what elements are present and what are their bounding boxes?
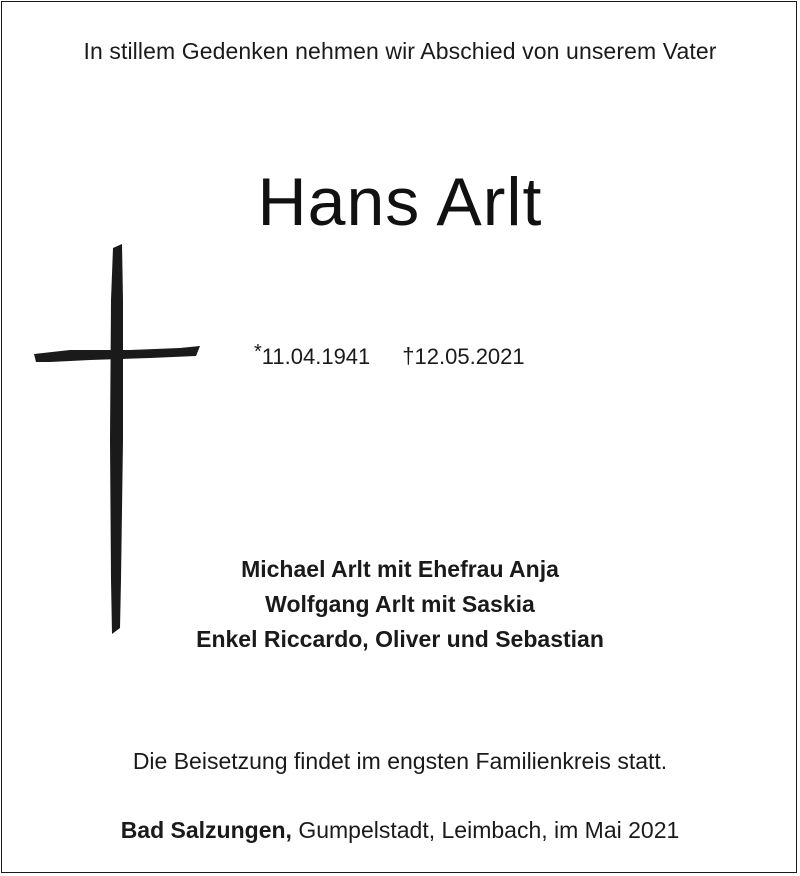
deceased-name: Hans Arlt	[257, 164, 543, 240]
death-symbol: †	[402, 343, 415, 368]
burial-notice: Die Beisetzung findet im engsten Familienkreis statt.	[132, 748, 668, 774]
mourner-line: Michael Arlt mit Ehefrau Anja	[241, 556, 559, 582]
main-town: Bad Salzungen,	[120, 817, 292, 843]
place-and-date	[0, 817, 800, 844]
death-date: 12.05.2021	[414, 344, 525, 369]
life-dates	[254, 341, 525, 370]
mourners-list	[0, 552, 800, 657]
other-towns: Gumpelstadt, Leimbach, im Mai 2021	[298, 817, 680, 843]
birth-date: 11.04.1941	[261, 344, 371, 369]
birth-symbol: *	[254, 341, 262, 363]
intro-text: In stillem Gedenken nehmen wir Abschied von unserem Vater	[83, 38, 717, 64]
mourner-line: Wolfgang Arlt mit Saskia	[265, 591, 535, 617]
mourner-line: Enkel Riccardo, Oliver und Sebastian	[196, 626, 604, 652]
